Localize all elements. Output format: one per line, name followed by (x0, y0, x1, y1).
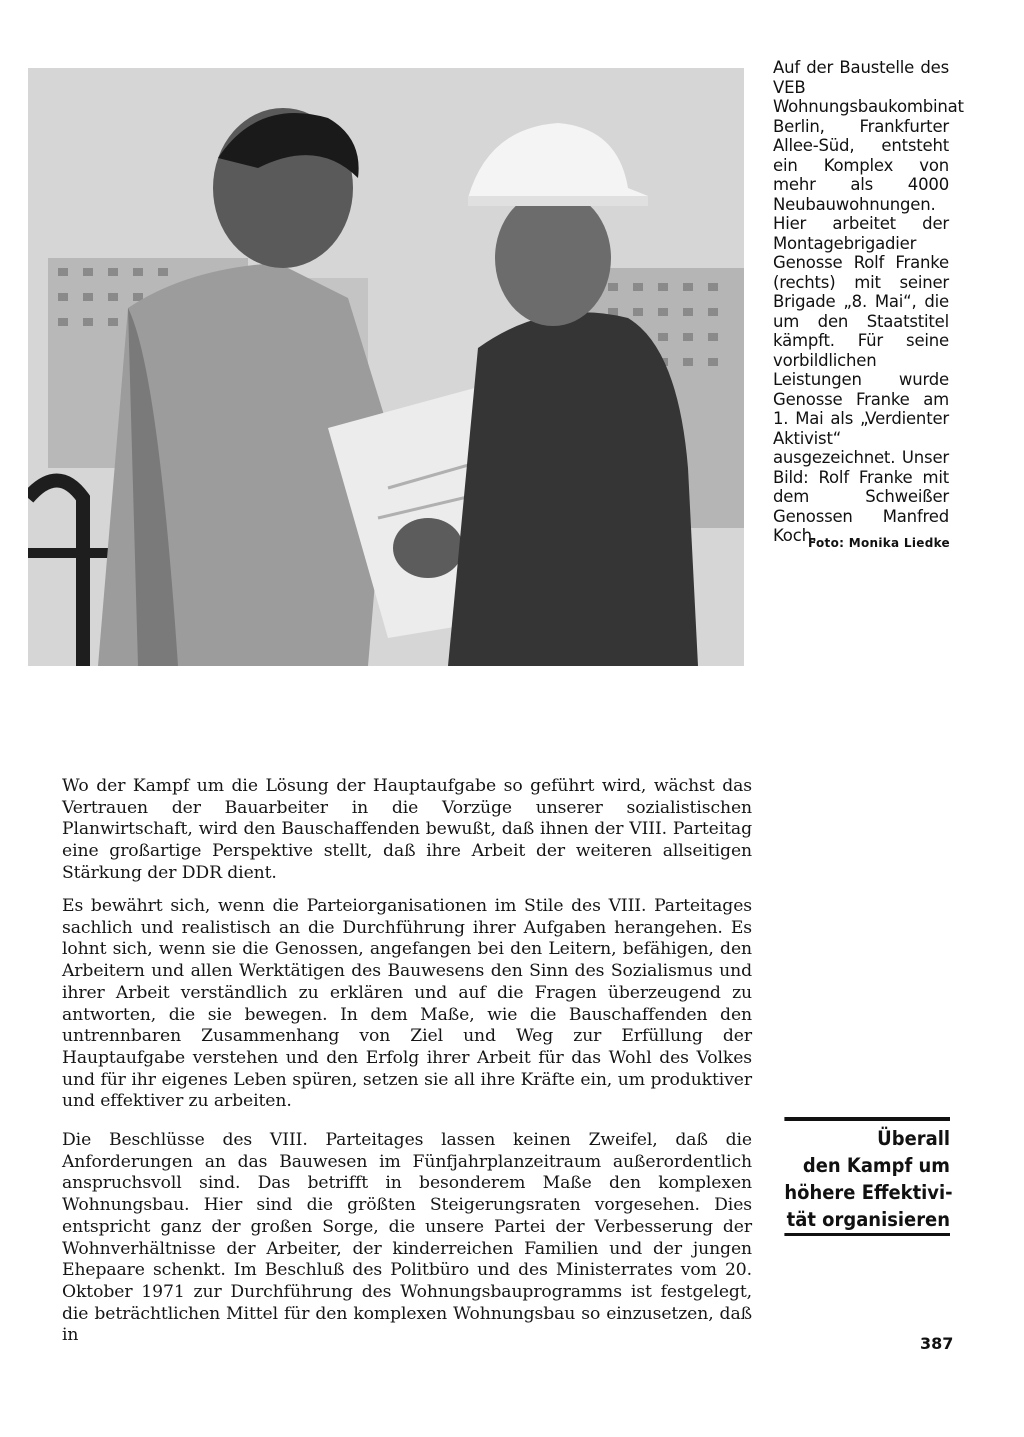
side-heading (784, 1117, 953, 1236)
paragraph-2: Es bewährt sich, wenn die Parteiorganisationen im Stile des VIII. Parteitages sachlich und realistisch an die Durchführung ihrer Aufgaben herangehen. Es lohnt sich, wenn sie die Genossen, angefangen bei den Leitern, befähigen, den Arbeitern und allen Werktätigen des Bauwesens den Sinn des Sozialismus und ihrer Arbeit verständlich zu erklären und auf die Fragen überzeugend zu antworten, die sie bewegen. In dem Maße, wie die Bauschaffenden den untrennbaren Zusammenhang von Ziel und Weg zur Erfüllung der Hauptaufgabe verstehen und den Erfolg ihrer Arbeit für das Wohl des Volkes und für ihr eigenes Leben spüren, setzen sie all ihre Kräfte ein, um produktiver und effektiver zu arbeiten. (62, 896, 752, 1112)
page-number: 387 (920, 1334, 954, 1353)
side-heading-line-2: den Kampf um (802, 1154, 950, 1177)
paragraph-1: Wo der Kampf um die Lösung der Hauptaufgabe so geführt wird, wächst das Vertrauen der Bauarbeiter in die Vorzüge unserer sozialistischen Planwirtschaft, wird den Bauschaffenden bewußt, daß ihnen der VIII. Parteitag eine großartige Perspektive stellt, daß ihre Arbeit der weiteren allseitigen Stärkung der DDR dient. (62, 776, 752, 883)
photo-credit: Foto: Monika Liedke (808, 536, 950, 550)
construction-site-photo (28, 68, 744, 666)
photo (28, 68, 744, 666)
side-heading-line-1: Überall (877, 1127, 950, 1150)
photo-caption: Auf der Baustelle des VEB Wohnungsbaukombinat Berlin, Frankfurter Allee-Süd, entsteht ein Komplex von mehr als 4000 Neubauwohnungen. Hier arbeitet der Montagebrigadier Genosse Rolf Franke (rechts) mit seiner Brigade „8. Mai“, die um den Staatstitel kämpft. Für seine vorbildlichen Leistungen wurde Genosse Franke am 1. Mai als „Verdienter Aktivist“ ausgezeichnet. Unser Bild: Rolf Franke mit dem Schweißer Genossen Manfred Koch. (773, 58, 964, 545)
side-heading-line-4: tät organisieren (786, 1208, 950, 1231)
paragraph-3: Die Beschlüsse des VIII. Parteitages lassen keinen Zweifel, daß die Anforderungen an das Bauwesen im Fünfjahrplanzeitraum außerordentlich anspruchsvoll sind. Das betrifft in besonderem Maße den komplexen Wohnungsbau. Hier sind die größten Steigerungsraten vorgesehen. Dies entspricht ganz der großen Sorge, die unsere Partei der Verbesserung der Wohnverhältnisse der Arbeiter, der kinderreichen Familien und der jungen Ehepaare schenkt. Im Beschluß des Politbüro und des Ministerrates vom 20. Oktober 1971 zur Durchführung des Wohnungsbauprogramms ist festgelegt, die beträchtlichen Mittel für den komplexen Wohnungsbau so einzusetzen, daß in (62, 1130, 752, 1346)
side-heading-line-3: höhere Effektivi- (784, 1181, 953, 1204)
